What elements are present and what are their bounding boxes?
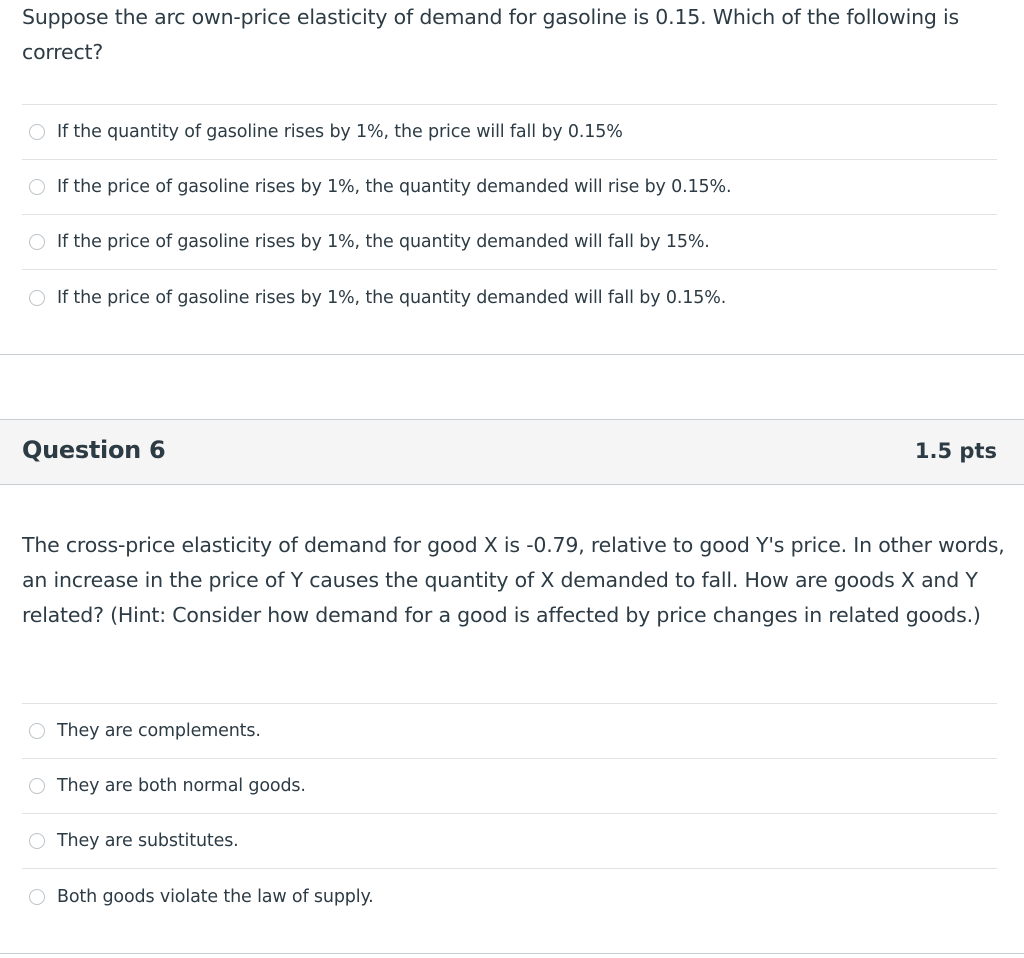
radio-button[interactable] [29, 124, 45, 140]
answer-label[interactable]: They are substitutes. [57, 831, 239, 851]
answer-label[interactable]: They are both normal goods. [57, 776, 306, 796]
answer-option[interactable] [22, 814, 997, 869]
radio-button[interactable] [29, 179, 45, 195]
answer-label[interactable]: If the price of gasoline rises by 1%, the quantity demanded will fall by 15%. [57, 232, 710, 252]
answer-option[interactable] [22, 160, 997, 215]
question-title: Question 6 [22, 436, 166, 464]
answer-option[interactable] [22, 759, 997, 814]
question-divider [0, 953, 1024, 954]
answer-label[interactable]: If the price of gasoline rises by 1%, the quantity demanded will fall by 0.15%. [57, 287, 727, 308]
answer-option[interactable] [22, 270, 997, 325]
question-6-text: The cross-price elasticity of demand for good X is -0.79, relative to good Y's price. In other words, an increase in the price of Y causes the quantity of X demanded to fall. How are goods X and Y related? (Hint: Consider how demand for a good is affected by price changes in related goods.) [22, 533, 1005, 627]
answer-option[interactable] [22, 215, 997, 270]
radio-button[interactable] [29, 889, 45, 905]
answer-label[interactable]: If the price of gasoline rises by 1%, the quantity demanded will rise by 0.15%. [57, 177, 732, 197]
question-6-answers [22, 703, 997, 924]
radio-button[interactable] [29, 778, 45, 794]
answer-option[interactable] [22, 704, 997, 759]
answer-label[interactable]: Both goods violate the law of supply. [57, 886, 374, 907]
answer-option[interactable] [22, 869, 997, 924]
question-6-header [0, 419, 1024, 485]
question-5-answers [22, 104, 997, 325]
answer-label[interactable]: If the quantity of gasoline rises by 1%, the price will fall by 0.15% [57, 122, 623, 142]
answer-label[interactable]: They are complements. [57, 721, 261, 741]
question-divider [0, 354, 1024, 355]
radio-button[interactable] [29, 833, 45, 849]
radio-button[interactable] [29, 290, 45, 306]
radio-button[interactable] [29, 234, 45, 250]
question-5-text: Suppose the arc own-price elasticity of demand for gasoline is 0.15. Which of the following is correct? [22, 5, 960, 64]
answer-option[interactable] [22, 105, 997, 160]
question-points: 1.5 pts [914, 439, 997, 463]
radio-button[interactable] [29, 723, 45, 739]
